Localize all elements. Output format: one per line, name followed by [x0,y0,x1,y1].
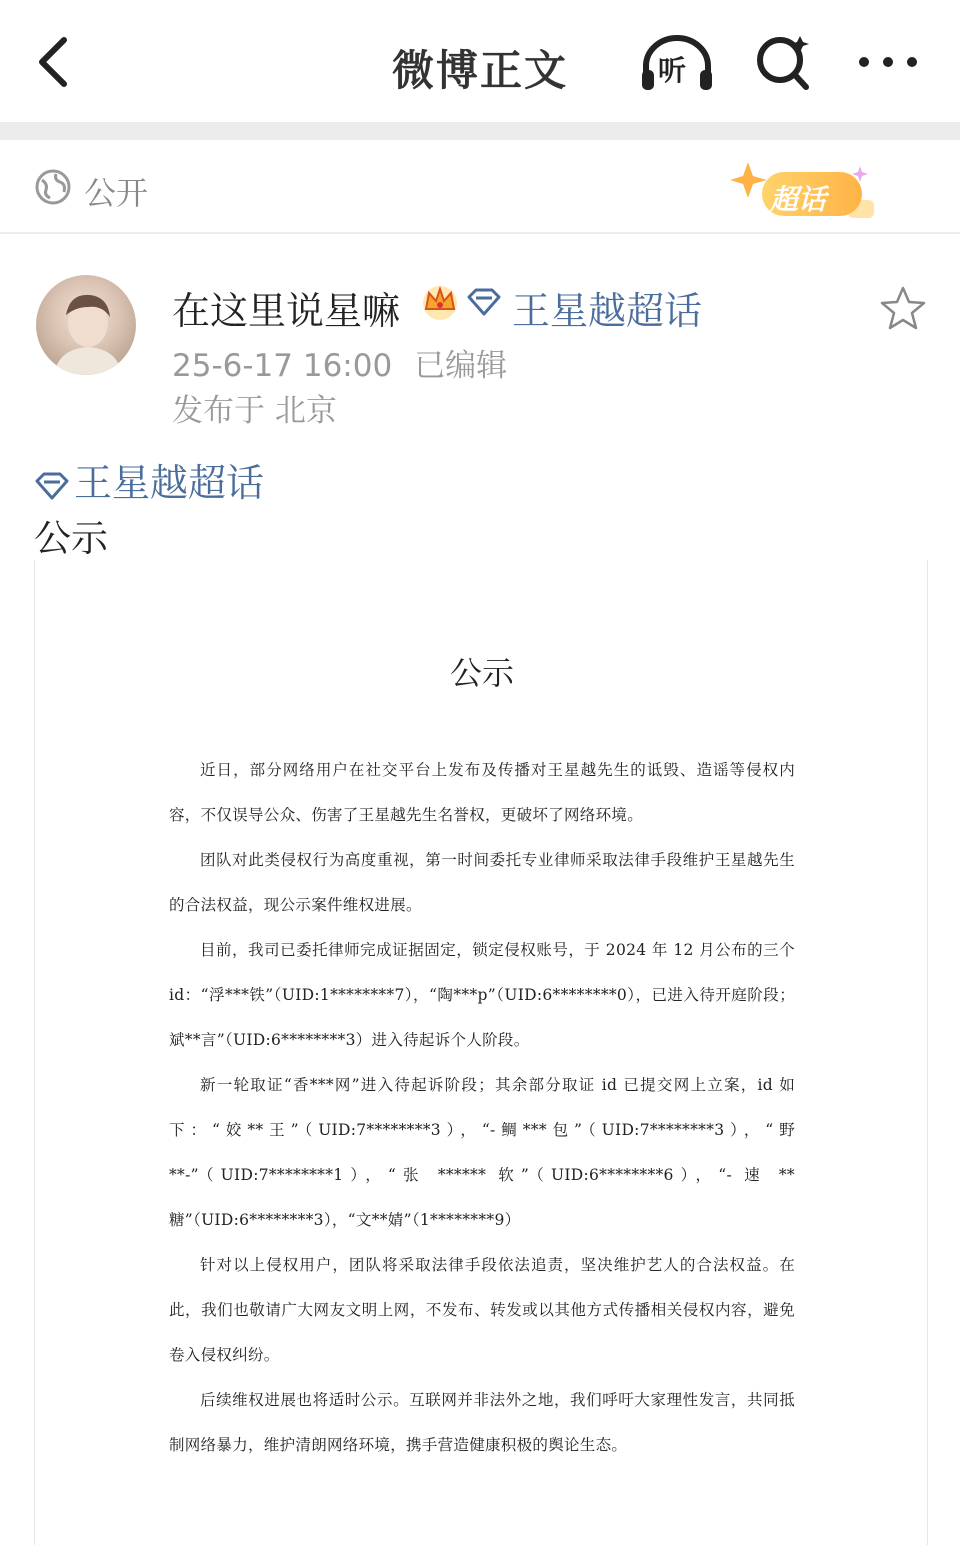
super-topic-link[interactable]: 王星越超话 [512,289,703,333]
document-paragraph: 目前，我司已委托律师完成证据固定，锁定侵权账号，于 2024 年 12 月公布的三个 id：“浮***铁”（UID:1********7），“陶***p”（UID:6********0），已进入待开庭阶段；斌**言”（UID:6********3）进入待起诉个人阶段。 [169,941,795,1049]
topic-link[interactable] [34,452,264,507]
edited-label: 已编辑 [414,348,508,384]
diamond-icon [466,287,502,317]
star-favorite-icon[interactable] [878,283,928,333]
top-nav-bar [0,0,960,122]
listen-label[interactable]: 听 [658,54,687,87]
crown-icon [420,281,460,321]
avatar[interactable] [36,275,136,375]
post-image-document[interactable] [34,560,928,1545]
post-text: 公示 [34,517,108,560]
document-title: 公示 [449,654,514,692]
document-paragraph: 后续维权进展也将适时公示。互联网并非法外之地，我们呼吁大家理性发言，共同抵制网络暴力，维护清朗网络环境，携手营造健康积极的舆论生态。 [169,1391,795,1454]
document-body [169,748,795,1468]
post-timestamp: 25-6-17 16:00 [172,348,393,384]
author-name[interactable]: 在这里说星嘛 [172,289,401,333]
document-paragraph: 近日，部分网络用户在社交平台上发布及传播对王星越先生的诋毁、造谣等侵权内容，不仅误导公众、伤害了王星越先生名誉权，更破坏了网络环境。 [169,761,795,824]
document-paragraph: 团队对此类侵权行为高度重视，第一时间委托专业律师采取法律手段维护王星越先生的合法权益，现公示案件维权进展。 [169,851,795,914]
topic-label: 王星越超话 [74,461,265,505]
post-location: 发布于 北京 [172,393,337,429]
search-icon[interactable] [752,30,816,94]
globe-icon [34,168,72,206]
super-topic-badge[interactable] [730,158,882,230]
post-meta [172,340,507,385]
section-divider [0,122,960,140]
diamond-icon [34,472,70,500]
avatar-portrait-icon [36,275,136,375]
page-title: 微博正文 [391,46,568,95]
more-icon[interactable] [855,40,921,84]
visibility-label: 公开 [84,174,149,212]
document-paragraph: 针对以上侵权用户，团队将采取法律手段依法追责，坚决维护艺人的合法权益。在此，我们也敬请广大网友文明上网，不发布、转发或以其他方式传播相关侵权内容，避免卷入侵权纠纷。 [169,1256,795,1364]
document-paragraph: 新一轮取证“香***网”进入待起诉阶段；其余部分取证 id 已提交网上立案，id 如下：“姣**王”（UID:7********3），“-鲷***包”（UID:7********3），“野**-”（UID:7********1），“张 ****** 软”（UID:6********6），“- 速 ** 糖”（UID:6********3），“文**婧”（1********9） [169,1076,795,1229]
super-badge-label: 超话 [770,183,827,216]
